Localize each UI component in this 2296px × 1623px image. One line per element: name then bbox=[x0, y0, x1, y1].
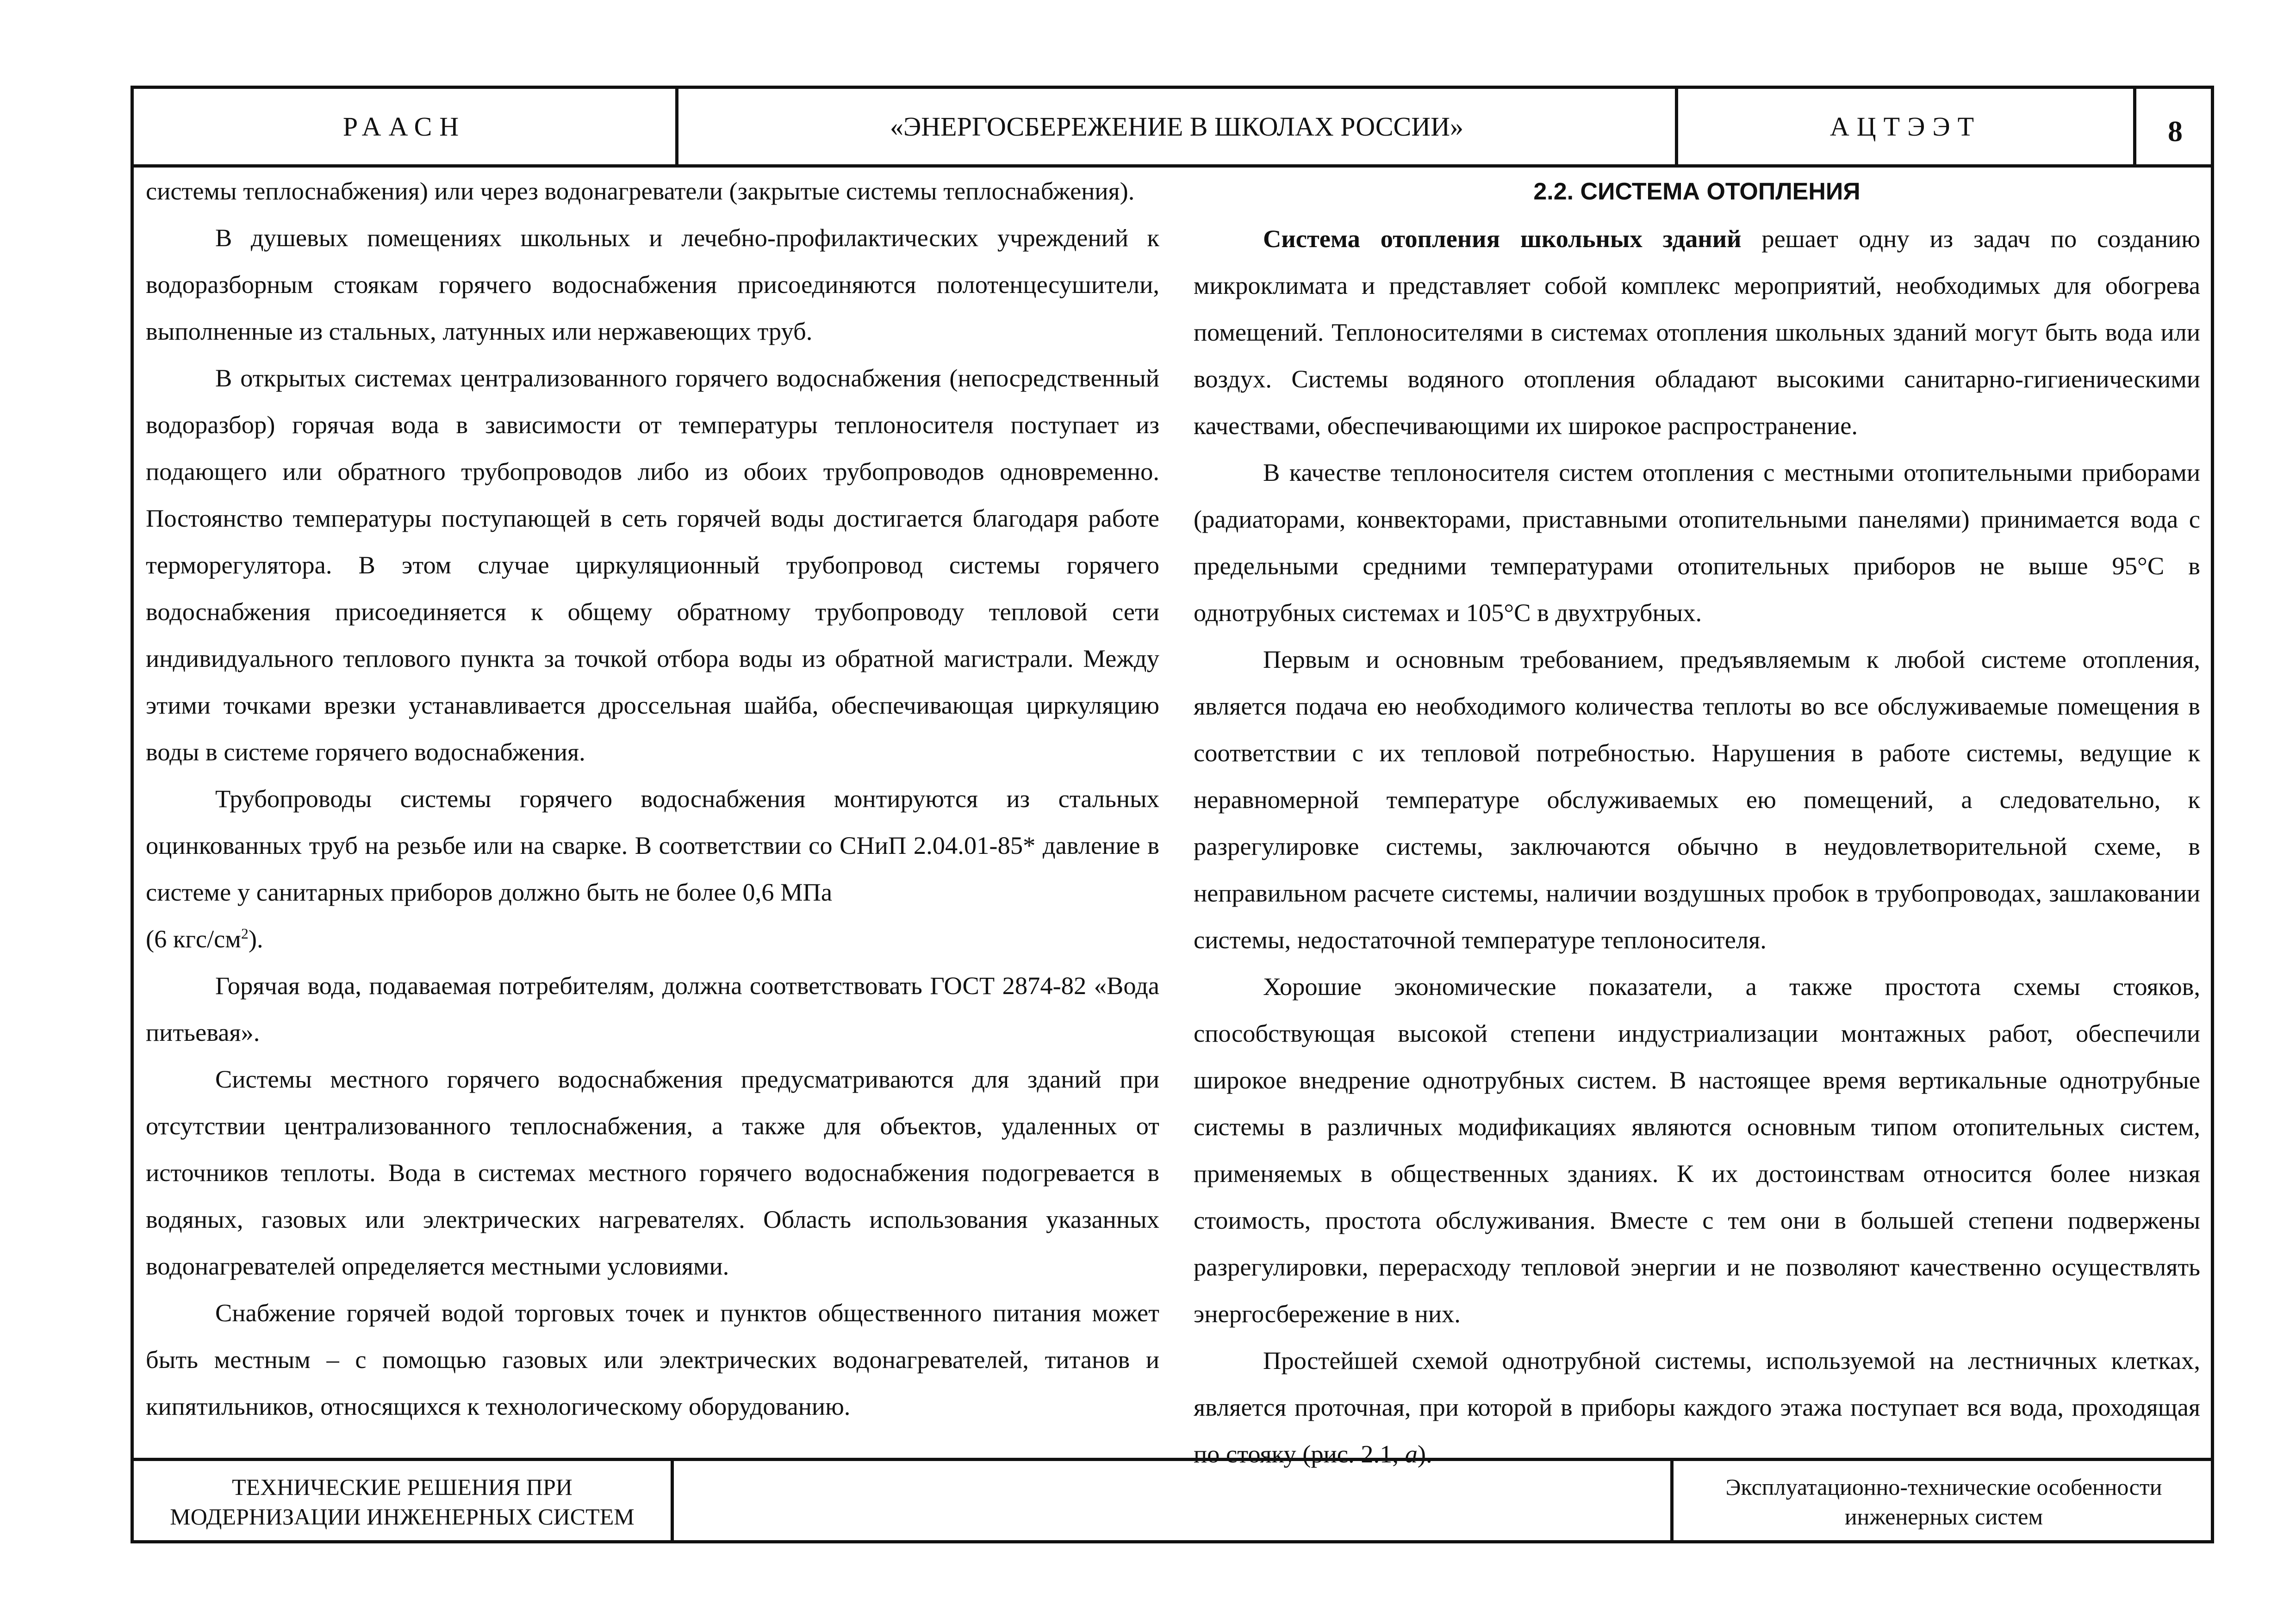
header-divider bbox=[134, 164, 2211, 168]
footer-right-line1: Эксплуатационно-технические особенности bbox=[1725, 1474, 2162, 1500]
header-title: «ЭНЕРГОСБЕРЕЖЕНИЕ В ШКОЛАХ РОССИИ» bbox=[890, 112, 1463, 142]
paragraph bbox=[146, 775, 1159, 962]
footer-divider bbox=[134, 1458, 2211, 1461]
paragraph: В открытых системах централизованного горячего водоснабжения (непосредственный водоразбор) горячая вода в зависимости от температуры теплоносителя поступает из подающего или обратного трубопроводов либо из обоих трубопроводов одновременно. Постоянство температуры поступающей в сеть горячей воды достигается благодаря работе терморегулятора. В этом случае циркуляционный трубопровод системы горячего водоснабжения присоединяется к общему обратному трубопроводу тепловой сети индивидуального теплового пункта за точкой отбора воды из обратной магистрали. Между этими точками врезки устанавливается дроссельная шайба, обеспечивающая циркуляцию воды в системе горячего водоснабжения. bbox=[146, 364, 1159, 766]
paragraph: Снабжение горячей водой торговых точек и пунктов общественного питания может быть местным – с помощью газовых или электрических водонагревателей, титанов и кипятильников, относящихся к технологическому оборудованию. bbox=[146, 1299, 1159, 1420]
header-org-left: РААСН bbox=[342, 112, 467, 142]
figure-ref-close: ). bbox=[1417, 1440, 1432, 1468]
section-title: 2.2. СИСТЕМА ОТОПЛЕНИЯ bbox=[1533, 178, 1860, 205]
footer-left-line2: МОДЕРНИЗАЦИИ ИНЖЕНЕРНЫХ СИСТЕМ bbox=[170, 1503, 635, 1530]
footer-separator bbox=[671, 1458, 674, 1543]
header-separator bbox=[2133, 89, 2136, 164]
footer-right bbox=[1674, 1461, 2214, 1542]
paragraph-text: Трубопроводы системы горячего водоснабжения монтируются из стальных оцинкованных труб на резьбе или на сварке. В соответствии со СНиП 2.04.01-85* давление в системе у санитарных приборов должно быть не более 0,6 МПа bbox=[146, 784, 1159, 906]
paragraph bbox=[1194, 1337, 2200, 1477]
paragraph-text: решает одну из задач по созданию микроклимата и представляет собой комплекс мероприятий, необходимых для обогрева помещений. Теплоносителями в системах отопления школьных зданий могут быть вода или воздух. Системы водяного отопления обладают высокими санитарно-гигиеническими качествами, обеспечивающими их широкое распространение. bbox=[1194, 224, 2200, 440]
footer-right-line2: инженерных систем bbox=[1844, 1503, 2043, 1530]
footer-left-line1: ТЕХНИЧЕСКИЕ РЕШЕНИЯ ПРИ bbox=[232, 1474, 572, 1500]
paragraph: Горячая вода, подаваемая потребителям, должна соответствовать ГОСТ 2874-82 «Вода питьевая». bbox=[146, 971, 1159, 1046]
footer-left bbox=[134, 1461, 671, 1542]
paragraph-text: Простейшей схемой однотрубной системы, используемой на лестничных клетках, является проточная, при которой в приборы каждого этажа поступает вся вода, проходящая по стояку (рис. 2.1, bbox=[1194, 1346, 2200, 1468]
paragraph: Хорошие экономические показатели, а также простота схемы стояков, способствующая высокой степени индустриализации монтажных работ, обеспечили широкое внедрение однотрубных систем. В настоящее время вертикальные однотрубные системы в различных модификациях являются основным типом отопительных систем, применяемых в общественных зданиях. К их достоинствам относится более низкая стоимость, простота обслуживания. Вместе с тем они в большей степени подвержены разрегулировки, перерасходу тепловой энергии и не позволяют качественно осуществлять энергосбережение в них. bbox=[1194, 972, 2200, 1328]
header-separator bbox=[1675, 89, 1678, 164]
paragraph: Первым и основным требованием, предъявляемым к любой системе отопления, является подача ею необходимого количества теплоты во все обслуживаемые помещения в соответствии с их тепловой потребностью. Нарушения в работе системы, ведущие к неравномерной температуре обслуживаемых ею помещений, а следовательно, к разрегулировке системы, заключаются обычно в неудовлетворительной схеме, в неправильном расчете системы, наличии воздушных пробок в трубопроводах, зашлаковании системы, недостаточной температуре теплоносителя. bbox=[1194, 645, 2200, 954]
footer-separator bbox=[1670, 1458, 1674, 1543]
page-number: 8 bbox=[2168, 114, 2183, 148]
figure-ref: а bbox=[1405, 1440, 1418, 1468]
paragraph: системы теплоснабжения) или через водонагреватели (закрытые системы теплоснабжения). bbox=[146, 177, 1135, 205]
pressure-close: ). bbox=[248, 925, 263, 953]
pressure-note: (6 кгс/см bbox=[146, 925, 241, 953]
left-column bbox=[146, 168, 1159, 1449]
superscript: 2 bbox=[241, 925, 249, 942]
header-separator bbox=[675, 89, 678, 164]
header-org-right: АЦТЭЭТ bbox=[1829, 112, 1982, 142]
footer-center bbox=[674, 1461, 1670, 1542]
paragraph: В душевых помещениях школьных и лечебно-профилактических учреждений к водоразборным стоякам горячего водоснабжения присоединяются полотенцесушители, выполненные из стальных, латунных или нержавеющих труб. bbox=[146, 224, 1159, 345]
paragraph: В качестве теплоносителя систем отопления с местными отопительными приборами (радиаторами, конвекторами, приставными отопительными панелями) принимается вода с предельными средними температурами отопительных приборов не выше 95°С в однотрубных системах и 105°С в двухтрубных. bbox=[1194, 458, 2200, 627]
paragraph bbox=[1194, 215, 2200, 449]
page-frame bbox=[131, 86, 2214, 1543]
bold-term: Система отопления школьных зданий bbox=[1263, 224, 1742, 253]
right-column bbox=[1194, 168, 2200, 1468]
paragraph: Системы местного горячего водоснабжения предусматриваются для зданий при отсутствии централизованного теплоснабжения, а также для объектов, удаленных от источников теплоты. Вода в системах местного горячего водоснабжения подогревается в водяных, газовых или электрических нагревателях. Область использования указанных водонагревателей определяется местными условиями. bbox=[146, 1065, 1159, 1280]
